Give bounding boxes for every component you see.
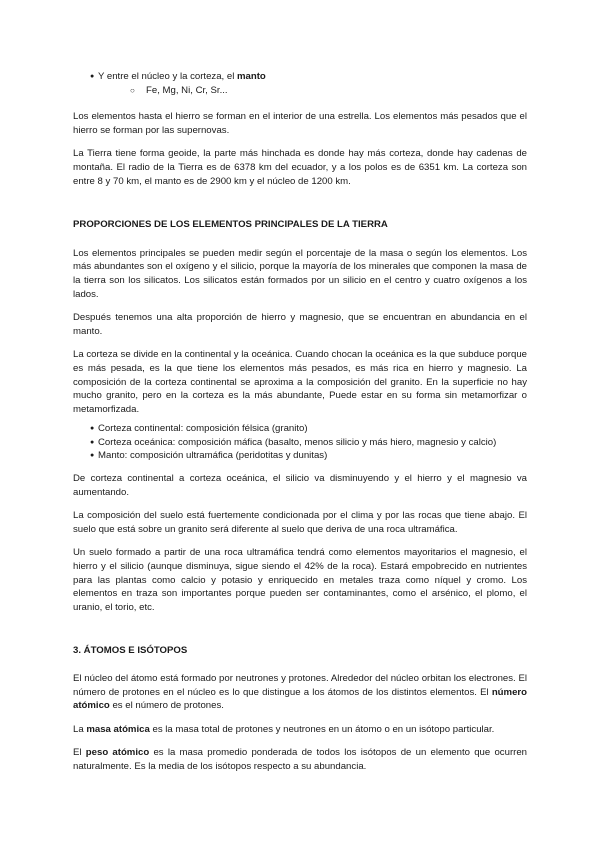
paragraph: La composición del suelo está fuertemente condicionada por el clima y por las rocas que tiene abajo. El suelo que está sobre un granito será diferente al suelo que deriva de una roca ultramáfica. [73,510,527,535]
bullet-list-composition [73,422,527,463]
list-item: ○ Fe, Mg, Ni, Cr, Sr... [73,84,527,98]
paragraph: La corteza se divide en la continental y la oceánica. Cuando chocan la oceánica es la que subduce porque es más pesada, es la que tiene los elementos más pesados, es más rica en hierro y magnesio. La composición de la corteza continental se aproxima a la composición del granito. En la superficie no hay mucho granito, pero en la corteza es la más abundante, Puede estar en su forma sin metamorfizar o metamorfizada. [73,349,527,415]
section-heading: PROPORCIONES DE LOS ELEMENTOS PRINCIPALES DE LA TIERRA [73,219,388,231]
paragraph: La Tierra tiene forma geoide, la parte más hinchada es donde hay más corteza, donde hay cadenas de montaña. El radio de la Tierra es de 6378 km del ecuador, y a los polos es de 6351 km. La corteza son entre 8 y 70 km, el manto es de 2900 km y el núcleo de 1200 km. [73,148,527,187]
bold-term: número atómico [73,686,527,712]
list-item: ● Manto: composición ultramáfica (peridotitas y dunitas) [73,449,527,463]
sub-list [73,84,527,98]
list-item: ● Corteza continental: composición félsica (granito) [73,422,527,436]
paragraph: Los elementos hasta el hierro se forman en el interior de una estrella. Los elementos más pesados que el hierro se forman por las supernovas. [73,111,527,136]
list-item: ● Y entre el núcleo y la corteza, el manto [73,70,527,84]
bold-term: manto [237,71,266,82]
paragraph: Después tenemos una alta proporción de hierro y magnesio, que se encuentran en abundancia en el manto. [73,312,527,337]
paragraph: Un suelo formado a partir de una roca ultramáfica tendrá como elementos mayoritarios el magnesio, el hierro y el silicio (aunque disminuya, sigue siendo el 42% de la roca). Estará empobrecido en nutrientes para las plantas como calcio y potasio y enriquecido en metales traza como níquel y cromo. Los elementos en traza son importantes porque pueden ser contaminantes, como el arsénico, el plomo, el uranio, el torio, etc. [73,547,527,613]
section-heading: 3. ÁTOMOS E ISÓTOPOS [73,645,188,657]
bullet-list-top [73,70,527,84]
bold-term: peso atómico [85,747,150,759]
paragraph: De corteza continental a corteza oceánica, el silicio va disminuyendo y el hierro y el magnesio va aumentando. [73,473,527,498]
paragraph: La masa atómica es la masa total de protones y neutrones en un átomo o en un isótopo particular. [73,723,495,735]
paragraph: El núcleo del átomo está formado por neutrones y protones. Alrededor del núcleo orbitan los electrones. El número de protones en el núcleo es lo que distingue a los átomos de los distintos elementos. El número atómico es el número de protones. [73,673,527,712]
paragraph: El peso atómico es la masa promedio ponderada de todos los isótopos de un elemento que ocurren naturalmente. Es la media de los isótopos respecto a su abundancia. [73,747,528,772]
list-item: ● Corteza oceánica: composición máfica (basalto, menos silicio y más hiero, magnesio y calcio) [73,436,527,450]
bold-term: masa atómica [86,723,150,735]
paragraph: Los elementos principales se pueden medir según el porcentaje de la masa o según los elementos. Los más abundantes son el oxígeno y el silicio, porque la mayoría de los minerales que componen la masa de la tierra son los silicatos. Los silicatos están formados por un silicio en el centro y cuatro oxígenos a los lados. [73,247,527,300]
